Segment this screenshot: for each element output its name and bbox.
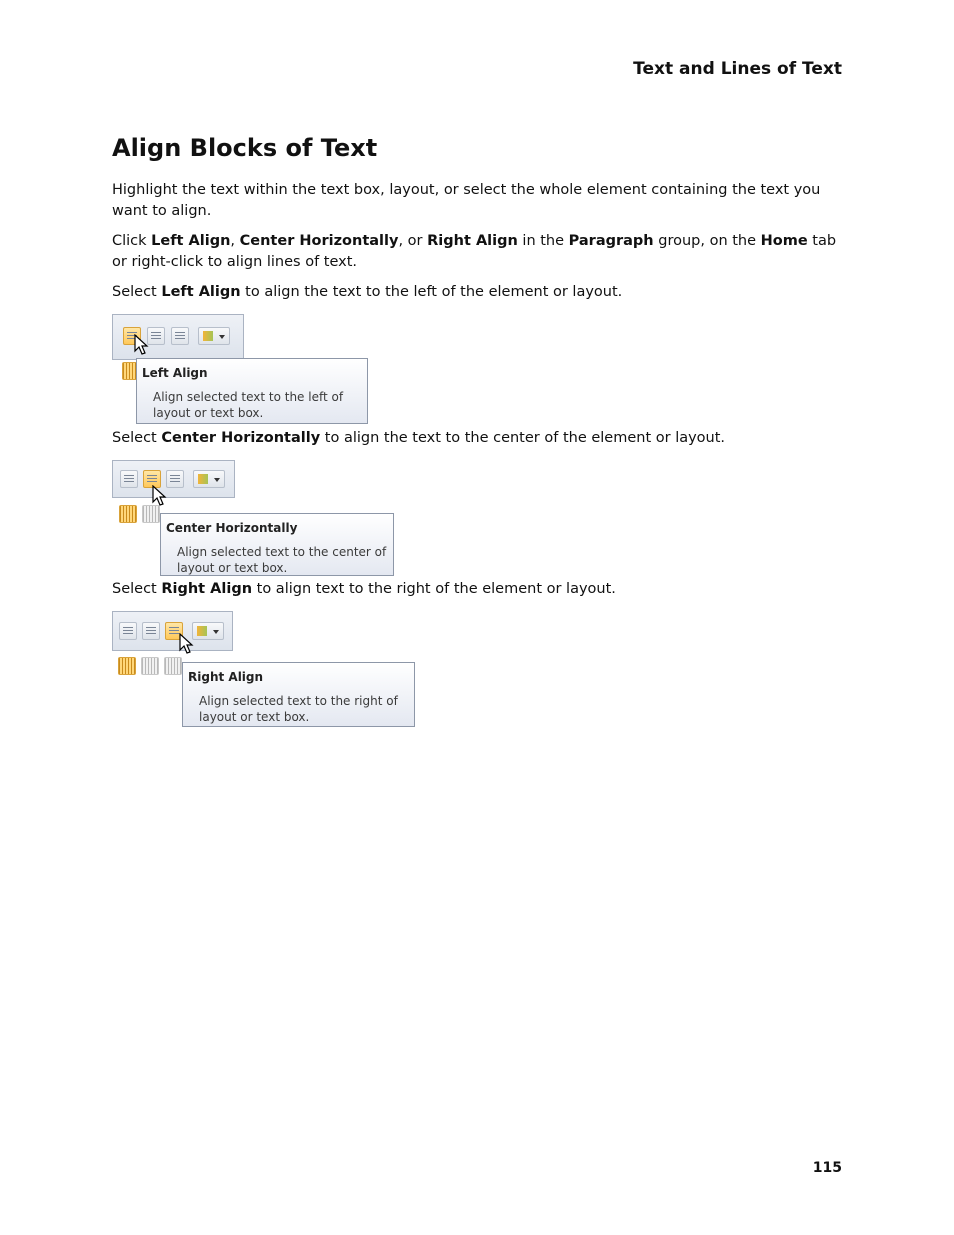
ribbon-paragraph-group xyxy=(112,460,235,498)
center-align-paragraph: Select Center Horizontally to align the text to the center of the element or layout. xyxy=(112,430,726,446)
ribbon-paragraph-group xyxy=(112,314,244,360)
align-right-icon[interactable] xyxy=(166,470,184,488)
tooltip-title: Center Horizontally xyxy=(166,521,298,535)
mouse-pointer-icon xyxy=(179,633,195,655)
right-align-tooltip xyxy=(182,662,415,727)
vertical-align-middle-icon xyxy=(142,505,160,523)
tooltip-description: Align selected text to the left of layout or text box. xyxy=(153,390,344,420)
left-align-paragraph: Select Left Align to align the text to the left of the element or layout. xyxy=(112,284,623,300)
center-align-screenshot xyxy=(112,460,394,576)
align-left-icon[interactable] xyxy=(120,470,138,488)
mouse-pointer-icon xyxy=(152,485,168,507)
vertical-align-top-icon xyxy=(118,657,136,675)
right-align-screenshot xyxy=(112,611,415,727)
paragraph-options-icon[interactable] xyxy=(192,622,224,640)
tooltip-description: Align selected text to the right of layout or text box. xyxy=(199,694,398,724)
mouse-pointer-icon xyxy=(134,334,150,356)
right-align-paragraph: Select Right Align to align text to the right of the element or layout. xyxy=(112,581,616,597)
tooltip-description: Align selected text to the center of layout or text box. xyxy=(177,545,387,575)
paragraph-options-icon[interactable] xyxy=(198,327,230,345)
align-right-icon[interactable] xyxy=(171,327,189,345)
left-align-screenshot xyxy=(112,314,368,424)
paragraph-options-icon[interactable] xyxy=(193,470,225,488)
section-title: Align Blocks of Text xyxy=(112,134,378,162)
center-horizontally-tooltip xyxy=(160,513,394,576)
align-center-icon[interactable] xyxy=(142,622,160,640)
left-align-tooltip xyxy=(136,358,368,424)
page-number: 115 xyxy=(812,1160,842,1176)
vertical-align-bottom-icon xyxy=(164,657,182,675)
ribbon-paragraph-group xyxy=(112,611,233,651)
vertical-align-top-icon xyxy=(119,505,137,523)
tooltip-title: Right Align xyxy=(188,670,264,684)
align-left-icon[interactable] xyxy=(119,622,137,640)
tooltip-title: Left Align xyxy=(142,366,208,380)
running-header: Text and Lines of Text xyxy=(633,59,842,79)
vertical-align-middle-icon xyxy=(141,657,159,675)
click-instructions-paragraph: Click Left Align, Center Horizontally, or Right Align in the Paragraph group, on the Home tab or right-click to align lines of text. xyxy=(112,233,837,270)
intro-paragraph: Highlight the text within the text box, layout, or select the whole element containing the text you want to align. xyxy=(112,182,821,219)
